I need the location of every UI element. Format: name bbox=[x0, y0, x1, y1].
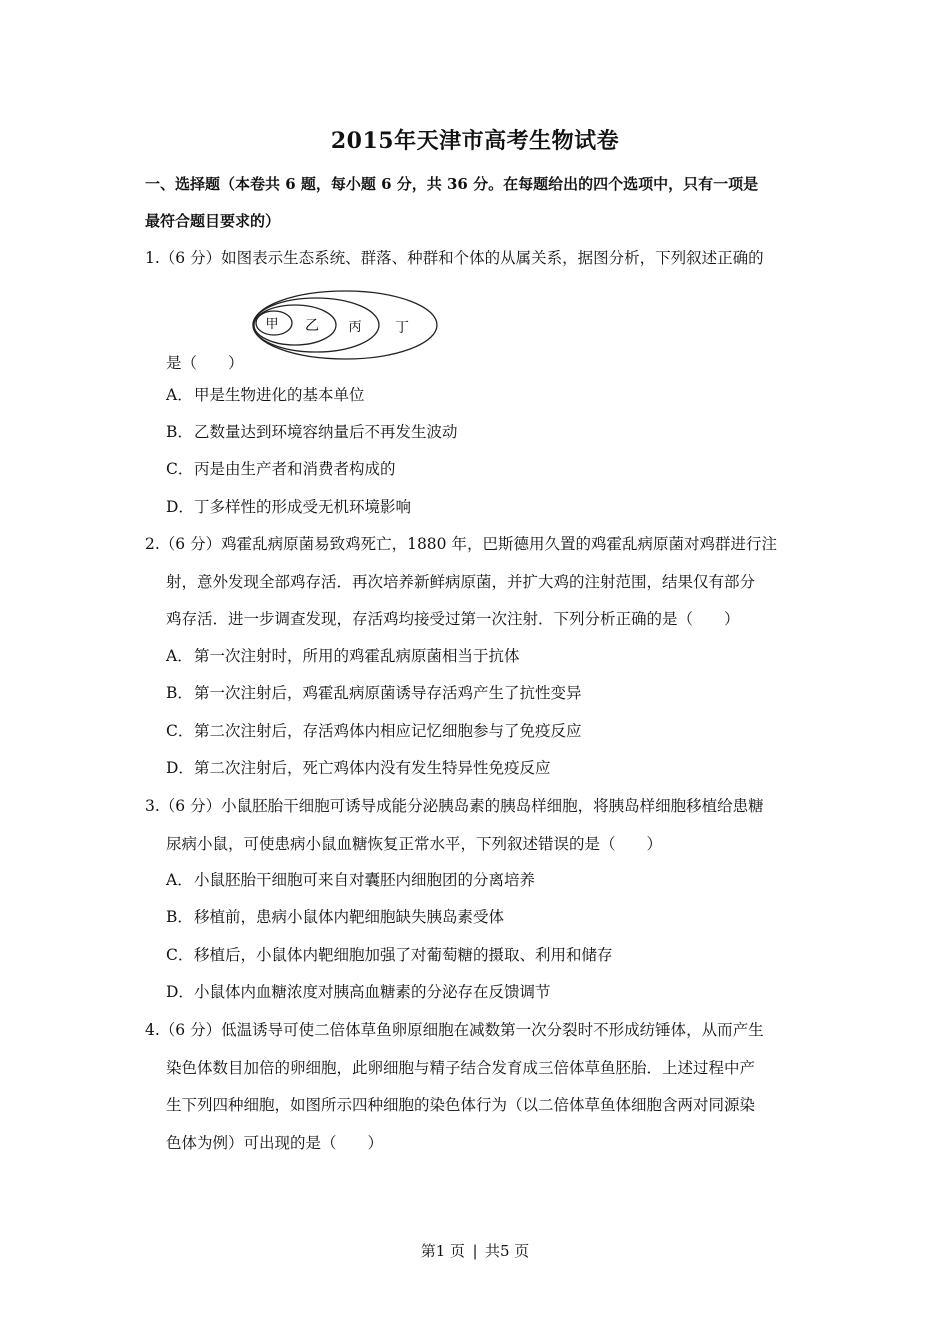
question-1-line2: 是（ ） bbox=[166, 354, 244, 372]
question-3-option-c[interactable] bbox=[166, 945, 613, 965]
option-text: 乙数量达到环境容纳量后不再发生波动 bbox=[194, 423, 458, 441]
question-2-line3: 鸡存活．进一步调查发现，存活鸡均接受过第一次注射．下列分析正确的是（ ） bbox=[166, 610, 740, 628]
option-text: 丁多样性的形成受无机环境影响 bbox=[194, 498, 412, 516]
option-letter: A． bbox=[166, 386, 193, 404]
page-title: 2015年天津市高考生物试卷 bbox=[330, 128, 620, 154]
option-text: 小鼠胚胎干细胞可来自对囊胚内细胞团的分离培养 bbox=[194, 871, 536, 889]
question-1-stem-cont bbox=[145, 345, 813, 383]
footer-total-pages: 共5 页 bbox=[485, 1242, 530, 1260]
question-3-line2: 尿病小鼠，可使患病小鼠血糖恢复正常水平，下列叙述错误的是（ ） bbox=[166, 834, 663, 853]
option-letter: B． bbox=[166, 684, 193, 702]
option-text: 第二次注射后，死亡鸡体内没有发生特异性免疫反应 bbox=[194, 759, 551, 777]
option-text: 小鼠体内血糖浓度对胰高血糖素的分泌存在反馈调节 bbox=[194, 983, 551, 1001]
option-letter: B． bbox=[166, 423, 193, 441]
option-letter: D． bbox=[166, 983, 194, 1001]
option-text: 移植后，小鼠体内靶细胞加强了对葡萄糖的摄取、利用和储存 bbox=[194, 946, 613, 964]
option-letter: A． bbox=[166, 871, 193, 889]
question-4-line4: 色体为例）可出现的是（ ） bbox=[166, 1133, 384, 1152]
question-1-option-c[interactable] bbox=[166, 459, 396, 479]
question-3-line1: 3.（6 分）小鼠胚胎干细胞可诱导成能分泌胰岛素的胰岛样细胞，将胰岛样细胞移植给患糖 bbox=[145, 797, 764, 815]
option-letter: A． bbox=[166, 647, 193, 665]
question-2-option-b[interactable] bbox=[166, 683, 582, 703]
question-2-option-d[interactable] bbox=[166, 758, 551, 778]
option-letter: B． bbox=[166, 908, 193, 926]
option-letter: C． bbox=[166, 722, 194, 740]
question-1-stem bbox=[145, 240, 813, 278]
question-1-option-a[interactable] bbox=[166, 385, 365, 405]
question-3-option-a[interactable] bbox=[166, 870, 535, 890]
question-4-line3: 生下列四种细胞，如图所示四种细胞的染色体行为（以二倍体草鱼体细胞含两对同源染 bbox=[166, 1096, 756, 1114]
question-3-option-d[interactable] bbox=[166, 982, 551, 1002]
question-2-stem bbox=[145, 526, 813, 639]
diagram-label-bing: 丙 bbox=[348, 320, 362, 335]
option-text: 移植前，患病小鼠体内靶细胞缺失胰岛素受体 bbox=[194, 908, 505, 926]
option-text: 丙是由生产者和消费者构成的 bbox=[194, 460, 396, 478]
option-letter: D． bbox=[166, 498, 194, 516]
question-3-option-b[interactable] bbox=[166, 907, 504, 927]
question-1-option-d[interactable] bbox=[166, 497, 411, 517]
option-text: 第一次注射后，鸡霍乱病原菌诱导存活鸡产生了抗性变异 bbox=[194, 684, 582, 702]
option-text: 第一次注射时，所用的鸡霍乱病原菌相当于抗体 bbox=[194, 647, 520, 665]
diagram-label-yi: 乙 bbox=[305, 318, 319, 334]
option-letter: D． bbox=[166, 759, 194, 777]
option-text: 第二次注射后，存活鸡体内相应记忆细胞参与了免疫反应 bbox=[194, 722, 582, 740]
option-letter: C． bbox=[166, 460, 194, 478]
question-3-stem bbox=[145, 788, 813, 863]
footer-separator: | bbox=[472, 1242, 478, 1260]
section-heading-line1: 一、选择题（本卷共 6 题，每小题 6 分，共 36 分。在每题给出的四个选项中，只有一项是 bbox=[145, 175, 759, 193]
diagram-label-jia: 甲 bbox=[265, 317, 279, 332]
option-letter: C． bbox=[166, 946, 194, 964]
question-1-line1: 1.（6 分）如图表示生态系统、群落、种群和个体的从属关系，据图分析，下列叙述正确的 bbox=[145, 249, 764, 267]
question-4-line2: 染色体数目加倍的卵细胞，此卵细胞与精子结合发育成三倍体草鱼胚胎．上述过程中产 bbox=[166, 1058, 756, 1077]
footer-current-page: 第1 页 bbox=[420, 1242, 465, 1260]
question-4-line1: 4.（6 分）低温诱导可使二倍体草鱼卵原细胞在减数第一次分裂时不形成纺锤体，从而产生 bbox=[145, 1021, 764, 1039]
page-footer bbox=[0, 1240, 950, 1261]
diagram-label-ding: 丁 bbox=[395, 320, 409, 336]
option-text: 甲是生物进化的基本单位 bbox=[194, 386, 365, 404]
question-2-option-c[interactable] bbox=[166, 721, 582, 741]
question-2-line1: 2.（6 分）鸡霍乱病原菌易致鸡死亡，1880 年，巴斯德用久置的鸡霍乱病原菌对鸡群进行注 bbox=[145, 535, 777, 553]
question-2-option-a[interactable] bbox=[166, 646, 520, 666]
question-1-option-b[interactable] bbox=[166, 422, 458, 442]
question-4-stem bbox=[145, 1012, 813, 1162]
question-2-line2: 射，意外发现全部鸡存活．再次培养新鲜病原菌，并扩大鸡的注射范围，结果仅有部分 bbox=[166, 572, 756, 591]
section-heading-line2: 最符合题目要求的） bbox=[145, 212, 281, 230]
